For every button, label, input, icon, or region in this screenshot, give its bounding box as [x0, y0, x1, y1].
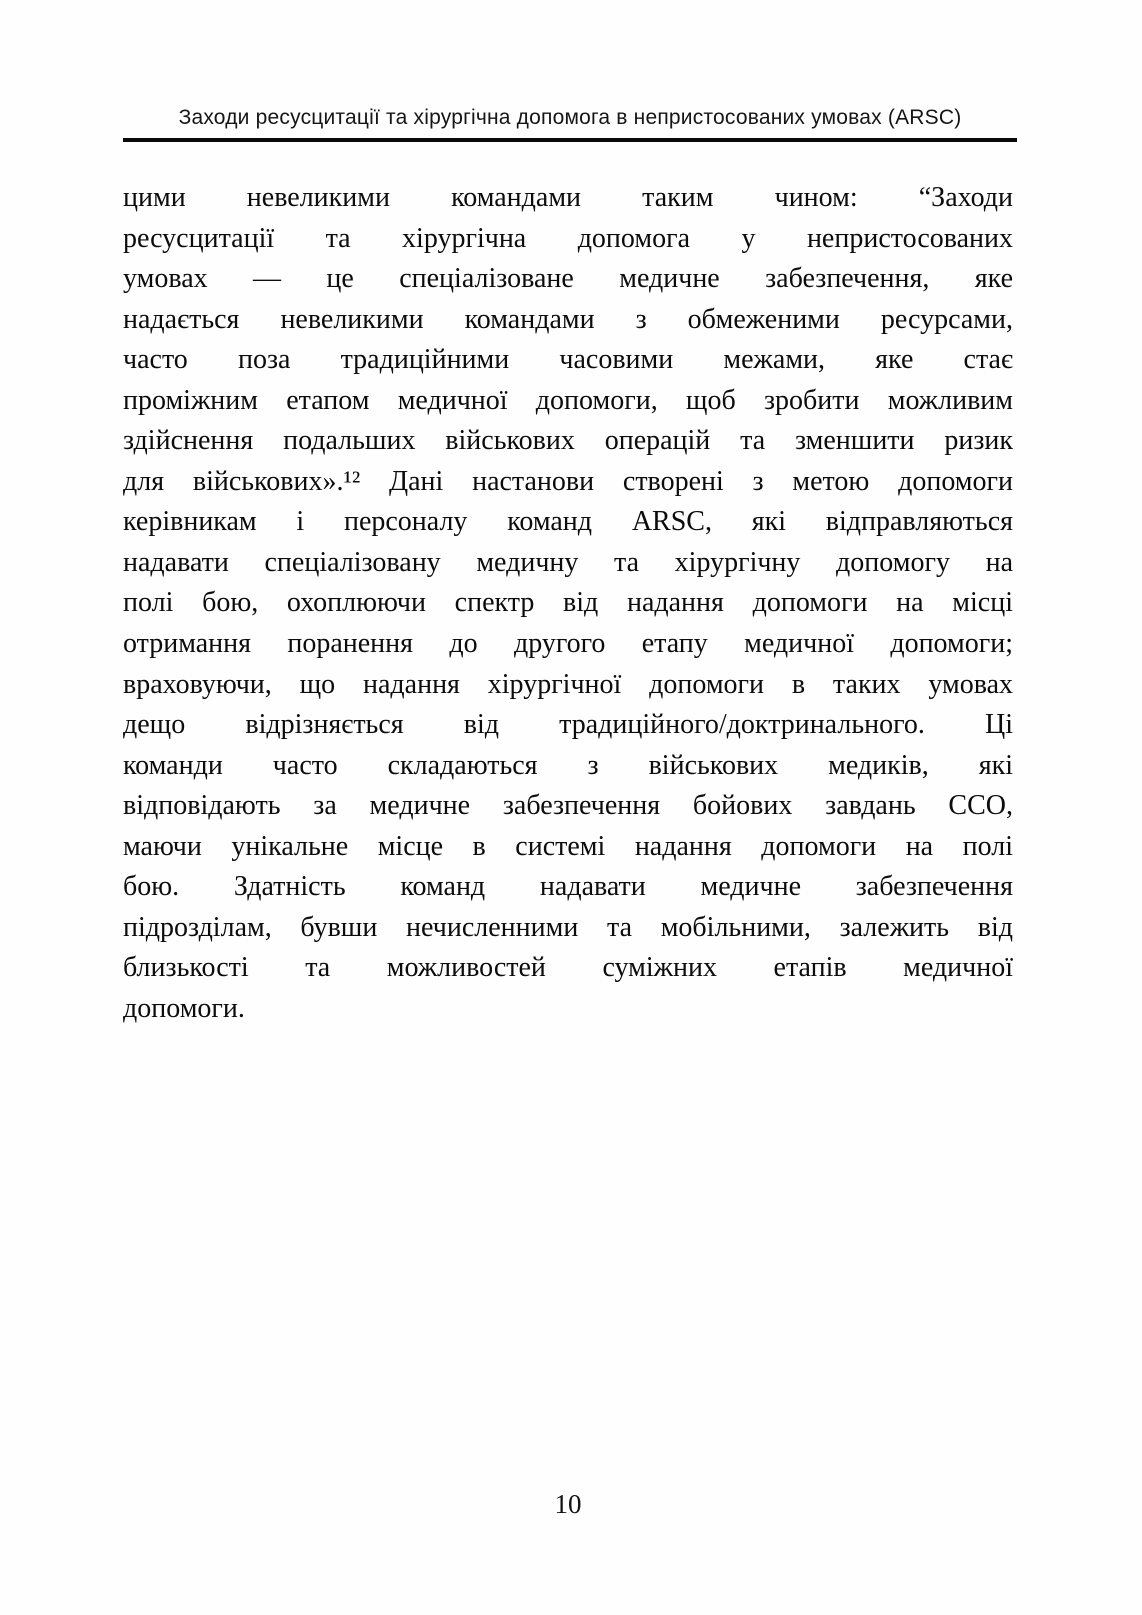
text-line: маючи унікальне місце в системі надання допомоги на полі — [123, 830, 1013, 862]
text-line: надається невеликими командами з обмеженими ресурсами, — [123, 303, 1013, 335]
text-line: ресусцитації та хірургічна допомога у непристосованих — [123, 222, 1013, 254]
body-text — [123, 178, 1013, 1029]
text-line: підрозділам, бувши нечисленними та мобільними, залежить від — [123, 911, 1013, 943]
page-header — [123, 104, 1017, 142]
text-line-with-footnote-ref: для військових».¹² Дані настанови створені з метою допомоги — [123, 465, 1013, 497]
text-line: близькості та можливостей суміжних етапів медичної — [123, 952, 1013, 984]
header-rule — [123, 138, 1017, 142]
text-line: полі бою, охоплюючи спектр від надання допомоги на місці — [123, 587, 1013, 619]
text-line: здійснення подальших військових операцій та зменшити ризик — [123, 425, 1013, 457]
text-line: часто поза традиційними часовими межами, яке стає — [123, 344, 1013, 376]
text-line: керівникам і персоналу команд ARSC, які відправляються — [123, 506, 1013, 538]
text-line: дещо відрізняється від традиційного/доктринального. Ці — [123, 709, 1013, 741]
text-line: враховуючи, що надання хірургічної допомоги в таких умовах — [123, 668, 1013, 700]
text-line: умовах — це спеціалізоване медичне забезпечення, яке — [123, 263, 1013, 295]
text-line: цими невеликими командами таким чином: “Заходи — [123, 182, 1013, 213]
text-line: проміжним етапом медичної допомоги, щоб зробити можливим — [123, 384, 1013, 416]
text-line: бою. Здатність команд надавати медичне забезпечення — [123, 871, 1013, 903]
text-line: отримання поранення до другого етапу медичної допомоги; — [123, 628, 1013, 660]
text-line: надавати спеціалізовану медичну та хірургічну допомогу на — [123, 546, 1013, 578]
text-line: команди часто складаються з військових медиків, які — [123, 749, 1013, 781]
text-line: допомоги. — [123, 992, 245, 1024]
running-header-title: Заходи ресусцитації та хірургічна допомога в непристосованих умовах (ARSC) — [178, 106, 962, 129]
page-number: 10 — [554, 1489, 582, 1519]
text-line: відповідають за медичне забезпечення бойових завдань ССО, — [123, 790, 1013, 822]
